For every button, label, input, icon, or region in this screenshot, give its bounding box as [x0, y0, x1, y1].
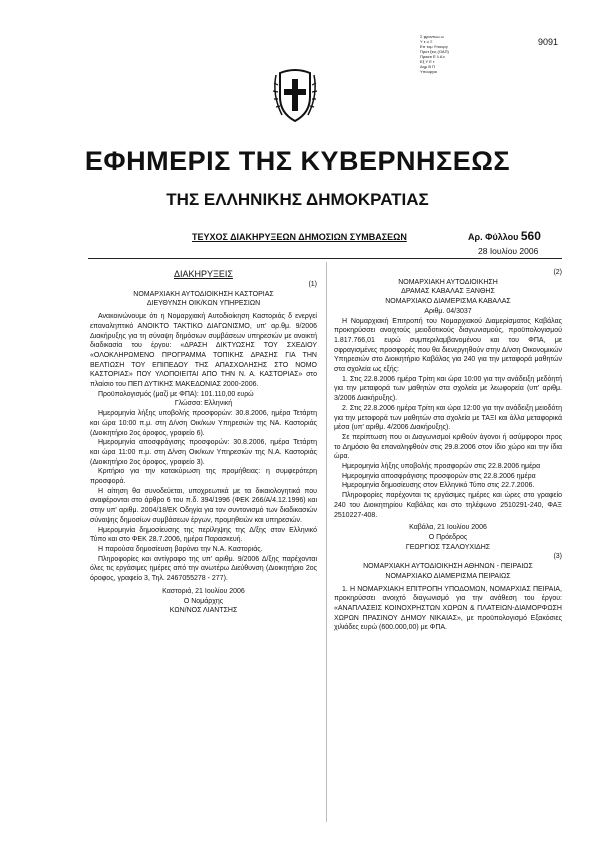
notice-reference: Αριθμ. 04/3037	[424, 307, 472, 315]
sheet-number-value: 560	[520, 229, 541, 243]
authority-name: ΝΟΜΑΡΧΙΑΚΗ ΑΥΤΟΔΙΟΙΚΗΣΗ	[398, 278, 498, 286]
page-title: ΕΦΗΜΕΡΙΣ ΤΗΣ ΚΥΒΕΡΝΗΣΕΩΣ	[84, 146, 511, 176]
right-column	[334, 268, 562, 633]
notice-paragraph: Ημερομηνία δημοσίευσης στον Ελληνικό Τύπο στις 22.7.2006.	[342, 482, 535, 490]
notice-number: (3)	[553, 553, 562, 561]
page-subtitle: ΤΗΣ ΕΛΛΗΝΙΚΗΣ ΔΗΜΟΚΡΑΤΙΑΣ	[166, 190, 429, 209]
authority-name: ΝΟΜΑΡΧΙΑΚΗ ΑΥΤΟΔΙΟΙΚΗΣΗ ΚΑΣΤΟΡΙΑΣ	[133, 290, 274, 298]
signature-place-date: Καστοριά, 21 Ιουλίου 2006	[162, 587, 245, 595]
top-note-line: Δημ Β Π	[420, 64, 435, 69]
signature-role: Ο Νομάρχης	[183, 597, 224, 605]
top-note-line: Εξ Υ Ε τ	[420, 59, 435, 64]
notice-paragraph: Ημερομηνία λήξης υποβολής προσφορών: 30.8.2006, ημέρα Τετάρτη και ώρα 10:00 π.μ. στη Δ/νση Οικ/κων Υπηρεσιών της ΝΑ. Καστοριάς (Διοικητήριο 2ος όροφος, γραφείο 6).	[90, 410, 317, 437]
page-number: 9091	[538, 37, 559, 47]
authority-department: ΝΟΜΑΡΧΙΑΚΟ ΔΙΑΜΕΡΙΣΜΑ ΚΑΒΑΛΑΣ	[385, 298, 511, 306]
authority-department: ΝΟΜΑΡΧΙΑΚΟ ΔΙΑΜΕΡΙΣΜΑ ΠΕΙΡΑΙΩΣ	[385, 572, 511, 580]
issue-type: ΤΕΥΧΟΣ ΔΙΑΚΗΡΥΞΕΩΝ ΔΗΜΟΣΙΩΝ ΣΥΜΒΑΣΕΩΝ	[192, 232, 407, 242]
authority-name: ΝΟΜΑΡΧΙΑΚΗ ΑΥΤΟΔΙΟΙΚΗΣΗ ΑΘΗΝΩΝ - ΠΕΙΡΑΙΩΣ	[363, 563, 533, 571]
notice-paragraph: Σε περίπτωση που οι Διαγωνισμοί κριθούν άγονοι ή ασύμφοροι προς το Δημόσιο θα επαναληφθούν στις 29.8.2006 στον ίδιο χώρο και την ίδια ώρα.	[334, 433, 562, 461]
notice-paragraph: Ημερομηνία λήξης υποβολής προσφορών στις 22.8.2006 ημέρα	[342, 463, 541, 471]
section-title: ΔΙΑΚΗΡΥΞΕΙΣ	[174, 269, 233, 279]
notice-paragraph: Γλώσσα: Ελληνική	[174, 400, 233, 408]
notice-paragraph: Πληροφορίες παρέχονται τις εργάσιμες ημέρες και ώρες στο γραφείο 240 του Διοικητηρίου Καβάλας και στο τηλέφωνο 2510291-240, ΦΑΞ 2510227-408.	[334, 492, 562, 519]
sheet-label: Αρ. Φύλλου	[468, 232, 519, 242]
top-note-line: Επ τομ Υπουργ	[420, 44, 448, 49]
notice-paragraph: Πληροφορίες και αντίγραφο της υπ' αριθμ. 9/2006 Δ/ξης παρέχονται όλες τις εργάσιμες ημέρες από την ανωτέρω Διεύθυνση (Διοικητήριο 2ος όροφος, γραφείο 3, Τηλ. 2467055278 - 277).	[90, 555, 317, 583]
top-note-line: Υπουργοι	[420, 69, 438, 74]
signature-role: Ο Πρόεδρος	[428, 533, 468, 541]
notice-paragraph: Η Νομαρχιακή Επιτροπή του Νομαρχιακού Διαμερίσματος Καβάλας προκηρύσσει ανοιχτούς μειοδοτικούς διαγωνισμούς, προϋπολογισμού 1.817.766,01 ευρώ συμπεριλαμβανομένου και του ΦΠΑ, με σφραγισμένες προσφορές που θα διενεργηθούν στην Δ/νση Οικονομικών Υπηρεσιών στο Διοικητήριο Καβάλας για 240 για την μεταφορά μαθητών στα σχολεία ως εξής:	[334, 317, 562, 374]
notice-paragraph: 2. Στις 22.8.2006 ημέρα Τρίτη και ώρα 12:00 για την ανάδειξη μειοδότη για την μεταφορά των μαθητών στα σχολεία με ΤΑΞΙ και άλλα μεταφορικά μέσα (υπ' αριθμ. 4/2006 Διακήρυξης).	[334, 404, 562, 432]
signature-name: ΓΕΩΡΓΙΟΣ ΤΣΑΛΟΥΧΙΔΗΣ	[405, 543, 491, 551]
notice-paragraph: Ανακοινώνουμε ότι η Νομαρχιακή Αυτοδιοίκηση Καστοριάς δ ενεργεί επαναληπτικό ΑΝΟΙΚΤΟ ΤΑΚΤΙΚΟ ΔΙΑΓΩΝΙΣΜΟ, υπ' αρ.θμ. 9/2006 Διακήρυξης για τη σύναψη δημόσιων συμβάσεων υπηρεσιών με ανοικτή διαδικασία του έργου: «ΔΡΑΣΗ ΔΙΚΤΥΩΣΗΣ ΤΟΥ ΣΧΕΔΙΟΥ «ΟΛΟΚΛΗΡΩΜΕΝΟ ΠΡΟΓΡΑΜΜΑ ΤΟΠΙΚΗΣ ΔΡΑΣΗΣ ΓΙΑ ΤΗΝ ΒΕΛΤΙΩΣΗ ΤΟΥ ΕΠΙΠΕΔΟΥ ΤΗΣ ΑΠΑΣΧΟΛΗΣΗΣ ΣΤΟ ΝΟΜΟ ΚΑΣΤΟΡΙΑΣ» ΠΟΥ ΥΛΟΠΟΙΕΙΤΑΙ ΑΠΟ ΤΗΝ Ν. Α. ΚΑΣΤΟΡΙΑΣ» στο πλαίσιο του ΠΕΠ ΔΥΤΙΚΗΣ ΜΑΚΕΔΟΝΙΑΣ 2000-2006.	[90, 313, 317, 389]
top-note-line: Πρακτι Ε λ Α ε	[420, 54, 446, 59]
greek-coat-of-arms-icon	[270, 65, 320, 125]
notice-paragraph: 1. Η ΝΟΜΑΡΧΙΑΚΗ ΕΠΙΤΡΟΠΗ ΥΠΟΔΟΜΩΝ, ΝΟΜΑΡΧΙΑΣ ΠΕΙΡΑΙΑ, προκηρύσσει ανοιχτό διαγωνισμό για την ανάθεση του έργου: «ΑΝΑΠΛΑΣΕΙΣ ΚΟΙΝΟΧΡΗΣΤΩΝ ΧΩΡΩΝ & ΠΛΑΤΕΙΩΝ-ΔΙΑΜΟΡΦΩΣΗ ΧΩΡΩΝ ΠΡΑΣΙΝΟΥ ΔΗΜΟΥ ΝΙΚΑΙΑΣ», με προϋπολογισμό Εξακόσιες χιλιάδες ευρώ (600.000,00) με ΦΠΑ.	[334, 585, 562, 632]
notice-paragraph: Η αίτηση θα συνοδεύεται, υποχρεωτικά με τα δικαιολογητικά που αναφέρονται στο άρθρο 6 του π.δ. 394/1996 (ΦΕΚ 266/Α/4.12.1996) και στην υπ' αριθμ. 2004/18/ΕΚ Οδηγία για τον συντονισμό των διαδικασιών σύναψης δημοσίων συμβάσεων έργων, προμηθειών και υπηρεσιών.	[90, 487, 317, 524]
notice-paragraph: Η παρούσα δημοσίευση βαρύνει την Ν.Α. Καστοριάς.	[98, 545, 263, 553]
authority-department: ΔΙΕΥΘΥΝΣΗ ΟΙΚ/ΚΩΝ ΥΠΗΡΕΣΙΩΝ	[146, 300, 261, 308]
notice-paragraph: Ημερομηνία αποσφράγισης προσφορών στις 22.8.2006 ημέρα	[342, 472, 536, 480]
top-note-line: Σ φροντυω ω	[420, 34, 444, 39]
column-divider	[326, 262, 327, 822]
notice-paragraph: Ημερομηνία δημοσίευσης της περίληψης της Δ/ξης στον Ελληνικό Τύπο και στο ΦΕΚ 28.7.2006, ημέρα Παρασκευή.	[90, 526, 317, 544]
authority-region: ΔΡΑΜΑΣ ΚΑΒΑΛΑΣ ΞΑΝΘΗΣ	[401, 288, 495, 296]
top-note-line: Υ ε υ Ξ	[420, 39, 433, 44]
top-note	[420, 34, 468, 74]
header-rule	[88, 258, 562, 259]
signature-name: ΚΩΝ/ΝΟΣ ΛΙΑΝΤΣΗΣ	[169, 607, 238, 615]
signature-place-date: Καβάλα, 21 Ιουλίου 2006	[409, 524, 487, 532]
notice-paragraph: 1. Στις 22.8.2006 ημέρα Τρίτη και ώρα 10:00 για την ανάδειξη μεδόητή για την μεταφορά των μαθητών στα σχολεία με λεωφορεία (υπ' αριθμ. 3/2006 Διακήρυξης).	[334, 375, 562, 403]
left-column	[90, 268, 317, 616]
notice-number: (1)	[308, 281, 317, 288]
notice-paragraph: Ημερομηνία αποσφράγισης προσφορών: 30.8.2006, ημέρα Τετάρτη και ώρα 11:00 π.μ. στη Δ/νση Οικ/κων Υπηρεσιών της Ν.Α. Καστοριάς (Διοικητήριο 2ος όροφος, γραφείο 3).	[90, 439, 317, 466]
issue-date: 28 Ιουλίου 2006	[478, 246, 539, 256]
notice-paragraph: Κριτήριο για την κατακύρωση της προμήθειας: η συμφερότερη προσφορά.	[90, 468, 317, 486]
notice-paragraph: Προϋπολογισμός (μαζί με ΦΠΑ): 101.110,00 ευρώ	[98, 390, 254, 398]
top-note-line: Προτ ξεις (ΟΑΠ)	[420, 49, 449, 54]
sheet-number	[468, 229, 541, 243]
notice-number: (2)	[553, 269, 562, 276]
